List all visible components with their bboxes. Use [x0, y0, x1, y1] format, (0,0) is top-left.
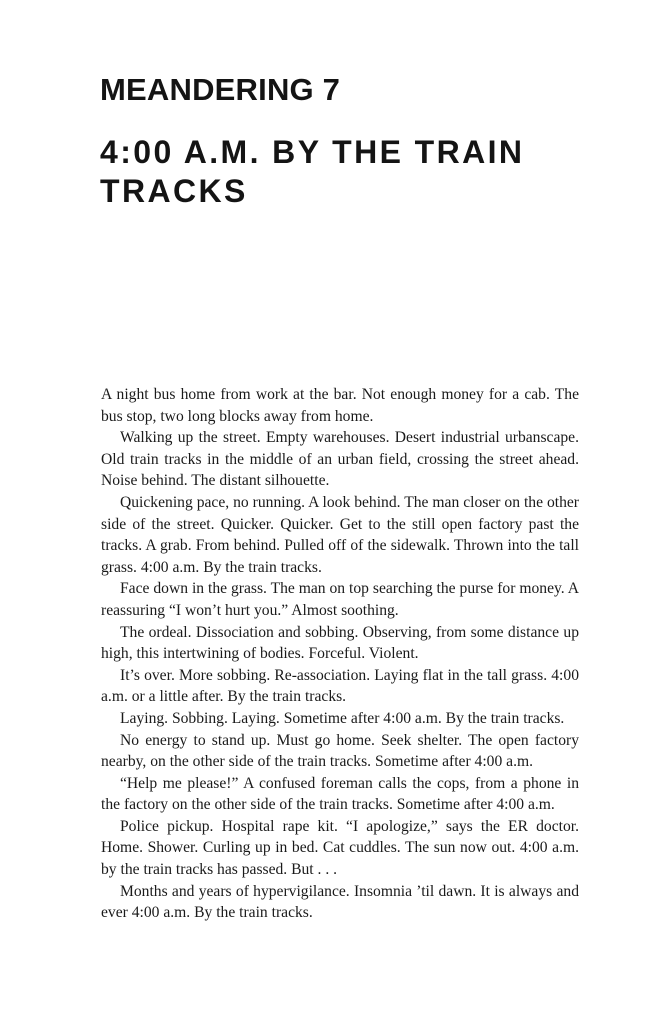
- paragraph: No energy to stand up. Must go home. Seek shelter. The open factory nearby, on the other side of the train tracks. Sometime after 4:00 a.m.: [101, 731, 579, 771]
- chapter-title: 4:00 A.M. BY THE TRAIN TRACKS: [100, 134, 525, 209]
- chapter-body: [101, 384, 579, 924]
- paragraph: Face down in the grass. The man on top searching the purse for money. A reassuring “I won’t hurt you.” Almost soothing.: [101, 580, 579, 619]
- paragraph: Laying. Sobbing. Laying. Sometime after 4:00 a.m. By the train tracks.: [120, 709, 565, 727]
- paragraph: Walking up the street. Empty warehouses. Desert industrial urbanscape. Old train tracks in the middle of an urban field, crossing the street ahead. Noise behind. The distant silhouette.: [101, 429, 579, 490]
- paragraph: Quickening pace, no running. A look behind. The man closer on the other side of the street. Quicker. Quicker. Get to the still open factory past the tracks. A grab. From behind. Pulled off of the sidewalk. Thrown into the tall grass. 4:00 a.m. By the train tracks.: [101, 493, 579, 576]
- chapter-label: MEANDERING 7: [100, 72, 341, 107]
- paragraph: Police pickup. Hospital rape kit. “I apologize,” says the ER doctor. Home. Shower. Curling up in bed. Cat cuddles. The sun now out. 4:00 a.m. by the train tracks has passed. But . . .: [101, 817, 579, 879]
- paragraph: A night bus home from work at the bar. Not enough money for a cab. The bus stop, two long blocks away from home.: [101, 386, 579, 425]
- paragraph: “Help me please!” A confused foreman calls the cops, from a phone in the factory on the other side of the train tracks. Sometime after 4:00 a.m.: [101, 774, 579, 814]
- paragraph: The ordeal. Dissociation and sobbing. Observing, from some distance up high, this intertwining of bodies. Forceful. Violent.: [101, 623, 579, 663]
- paragraph: It’s over. More sobbing. Re-association. Laying flat in the tall grass. 4:00 a.m. or a little after. By the train tracks.: [101, 666, 579, 706]
- paragraph: Months and years of hypervigilance. Insomnia ’til dawn. It is always and ever 4:00 a.m. By the train tracks.: [101, 882, 579, 922]
